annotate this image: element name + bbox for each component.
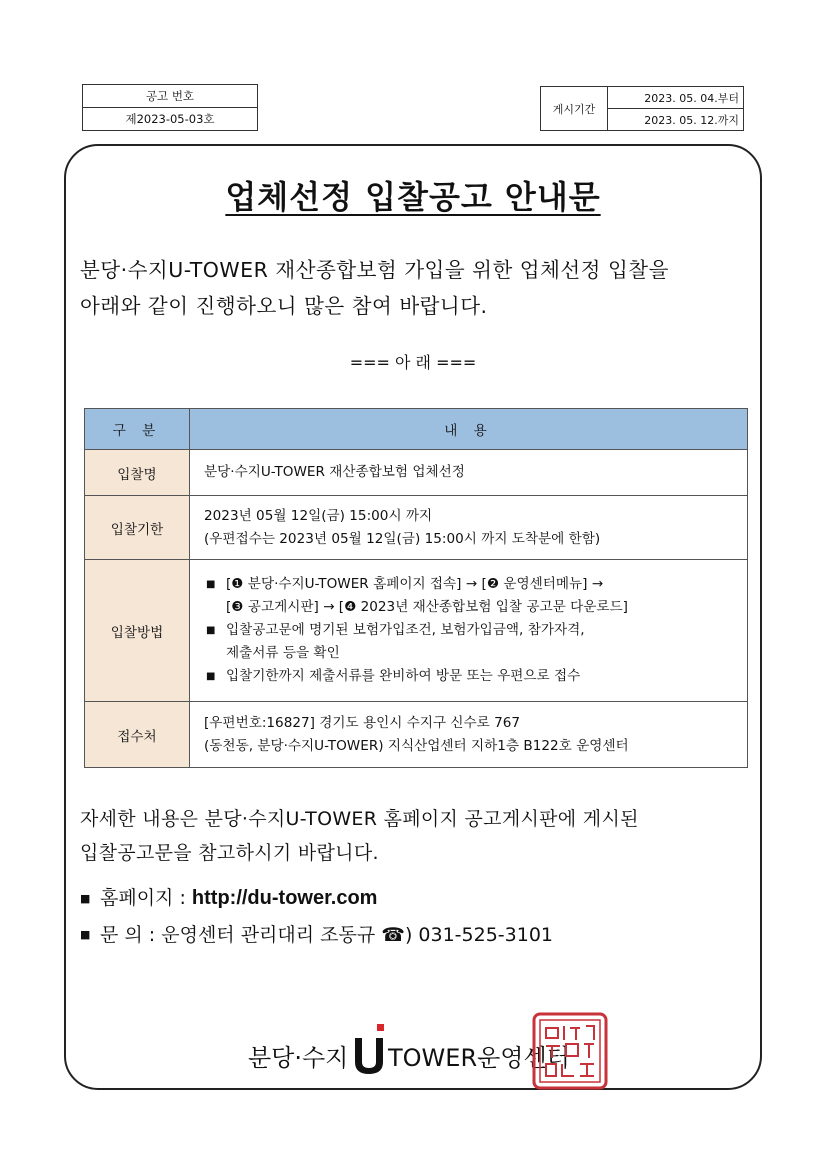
list-item — [204, 573, 733, 619]
notice-number-value: 제2023-05-03호 — [83, 108, 258, 131]
posting-period-label: 게시기간 — [541, 87, 608, 131]
reception-line-2: (동천동, 분당·수지U-TOWER) 지식산업센터 지하1층 B122호 운영센터 — [204, 737, 629, 754]
inquiry-label: 문 의 : — [100, 923, 156, 946]
u-tower-logo-icon — [352, 1024, 388, 1074]
homepage-link[interactable]: http://du-tower.com — [191, 887, 378, 909]
header-content: 내 용 — [190, 409, 748, 450]
table-row — [85, 450, 748, 496]
row-value-bid-name — [190, 450, 748, 496]
table-row — [85, 496, 748, 560]
method-2-line-2: 제출서류 등을 확인 — [226, 645, 340, 661]
homepage-label: 홈페이지 : — [100, 887, 186, 909]
bullet-square-icon: ■ — [80, 891, 91, 905]
detail-paragraph — [80, 802, 740, 870]
intro-line-1: 분당·수지U-TOWER 재산종합보험 가입을 위한 업체선정 입찰을 — [80, 258, 669, 282]
inquiry-person: 운영센터 관리대리 조동규 — [161, 923, 376, 946]
telephone-icon: ☎ — [381, 923, 405, 946]
table-row — [85, 560, 748, 702]
bid-info-table — [84, 408, 748, 768]
list-item — [204, 619, 733, 665]
intro-line-2: 아래와 같이 진행하오니 많은 참여 바랍니다. — [80, 294, 488, 318]
inquiry-item — [80, 917, 553, 954]
row-label-reception: 접수처 — [85, 702, 190, 768]
method-2-line-1: ■ 입찰공고문에 명기된 보험가입조건, 보험가입금액, 참가자격, — [226, 622, 585, 638]
deadline-line-1: 2023년 05월 12일(금) 15:00시 까지 — [204, 507, 433, 524]
deadline-line-2: (우편접수는 2023년 05월 12일(금) 15:00시 까지 도착분에 한함) — [204, 530, 601, 547]
page-title — [0, 172, 826, 218]
inquiry-phone: ) 031-525-3101 — [404, 923, 554, 946]
section-divider: === 아 래 === — [349, 353, 477, 372]
table-header-row — [85, 409, 748, 450]
row-label-method: 입찰방법 — [85, 560, 190, 702]
detail-line-1: 자세한 내용은 분당·수지U-TOWER 홈페이지 공고게시판에 게시된 — [80, 808, 639, 830]
row-value-deadline — [190, 496, 748, 560]
footer-left-text: 분당·수지 — [248, 1044, 349, 1072]
row-value-reception — [190, 702, 748, 768]
intro-paragraph — [80, 252, 760, 324]
header-category: 구 분 — [85, 409, 190, 450]
reception-line-1: [우편번호:16827] 경기도 용인시 수지구 신수로 767 — [204, 714, 521, 731]
detail-line-2: 입찰공고문을 참고하시기 바랍니다. — [80, 842, 379, 864]
posting-period-end: 2023. 05. 12.까지 — [608, 109, 744, 131]
posting-period-start: 2023. 05. 04.부터 — [608, 87, 744, 109]
method-1-line-1: ■ [❶ 분당·수지U-TOWER 홈페이지 접속] → [❷ 운영센터메뉴] → — [226, 576, 604, 592]
footer-right-text: TOWER운영센터 — [388, 1044, 570, 1072]
row-label-bid-name: 입찰명 — [85, 450, 190, 496]
bullet-square-icon: ■ — [80, 928, 91, 941]
posting-period-box — [540, 86, 744, 131]
list-item — [204, 665, 733, 688]
notice-number-box — [82, 84, 258, 131]
table-row — [85, 702, 748, 768]
notice-number-label: 공고 번호 — [83, 85, 258, 108]
row-value-method — [190, 560, 748, 702]
row-label-deadline: 입찰기한 — [85, 496, 190, 560]
bid-name-text: 분당·수지U-TOWER 재산종합보험 업체선정 — [204, 464, 465, 480]
method-1-line-2: [❸ 공고게시판] → [❹ 2023년 재산종합보험 입찰 공고문 다운로드] — [226, 599, 628, 615]
method-3-line-1: ■ 입찰기한까지 제출서류를 완비하여 방문 또는 우편으로 접수 — [226, 668, 581, 684]
homepage-item — [80, 880, 553, 917]
method-list — [204, 573, 733, 688]
contact-list — [80, 880, 553, 953]
page-title-text: 업체선정 입찰공고 안내문 — [225, 178, 601, 216]
official-seal-icon — [532, 1012, 608, 1090]
